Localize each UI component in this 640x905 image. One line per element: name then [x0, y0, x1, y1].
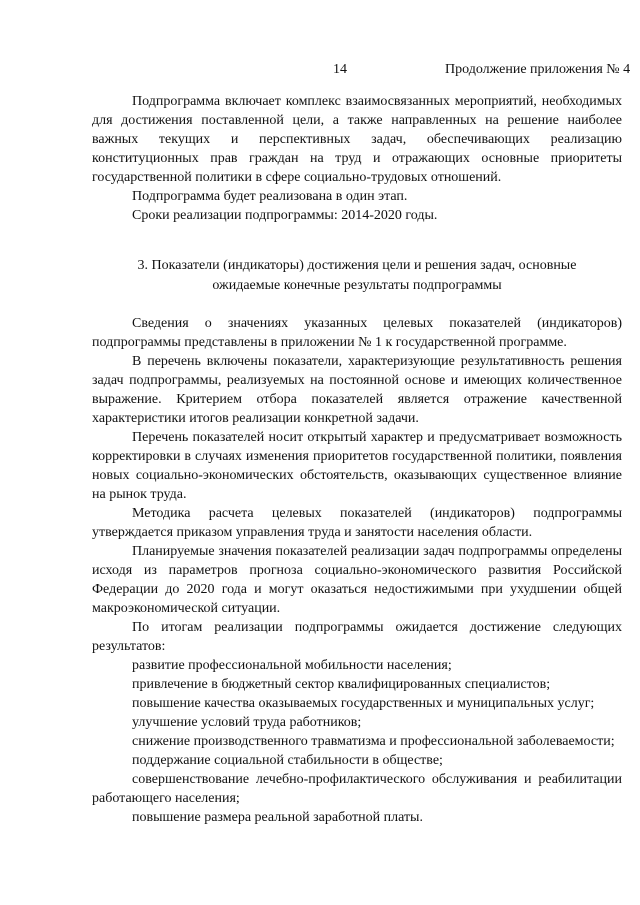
section-heading — [92, 256, 622, 296]
intro-section — [92, 92, 622, 225]
list-item: совершенствование лечебно-профилактического обслуживания и реабилитации работающего населения; — [92, 772, 622, 806]
paragraph: Сроки реализации подпрограммы: 2014-2020 годы. — [132, 208, 438, 223]
paragraph: Перечень показателей носит открытый характер и предусматривает возможность корректировки в случаях изменения приоритетов государственной политики, появления новых социально-экономических обстоятельств, оказывающих существенное влияние на рынок труда. — [92, 430, 622, 502]
paragraph: Методика расчета целевых показателей (индикаторов) подпрограммы утверждается приказом управления труда и занятости населения области. — [92, 506, 622, 540]
list-item: улучшение условий труда работников; — [132, 715, 362, 730]
paragraph: Подпрограмма будет реализована в один этап. — [132, 189, 408, 204]
paragraph: По итогам реализации подпрограммы ожидается достижение следующих результатов: — [92, 620, 622, 654]
list-item: повышение качества оказываемых государственных и муниципальных услуг; — [132, 696, 595, 711]
page-number: 14 — [333, 62, 347, 77]
list-item: привлечение в бюджетный сектор квалифицированных специалистов; — [132, 677, 551, 692]
list-item: развитие профессиональной мобильности населения; — [132, 658, 452, 673]
section-heading-line: ожидаемые конечные результаты подпрограммы — [212, 278, 502, 293]
paragraph: В перечень включены показатели, характеризующие результативность решения задач подпрограммы, реализуемых на постоянной основе и имеющих количественное выражение. Критерием отбора показателей является отражение качественной характеристики итогов реализации конкретной задачи. — [92, 354, 622, 426]
appendix-continuation-note: Продолжение приложения № 4 — [445, 62, 631, 77]
paragraph: Подпрограмма включает комплекс взаимосвязанных мероприятий, необходимых для достижения поставленной цели, а также направленных на решение наиболее важных текущих и перспективных задач, обеспечивающих реализацию конституционных прав граждан на труд и отражающих основные приоритеты государственной политики в сфере социально-трудовых отношений. — [92, 94, 622, 185]
paragraph: Планируемые значения показателей реализации задач подпрограммы определены исходя из параметров прогноза социально-экономического развития Российской Федерации до 2020 года и могут оказаться недостижимыми при ухудшении общей макроэкономической ситуации. — [92, 544, 622, 616]
body-section — [92, 314, 622, 827]
paragraph: Сведения о значениях указанных целевых показателей (индикаторов) подпрограммы представлены в приложении № 1 к государственной программе. — [92, 316, 622, 350]
list-item: снижение производственного травматизма и профессиональной заболеваемости; — [132, 734, 615, 749]
list-item: повышение размера реальной заработной платы. — [132, 810, 423, 825]
list-item: поддержание социальной стабильности в обществе; — [132, 753, 443, 768]
section-heading-line: 3. Показатели (индикаторы) достижения цели и решения задач, основные — [137, 258, 577, 273]
